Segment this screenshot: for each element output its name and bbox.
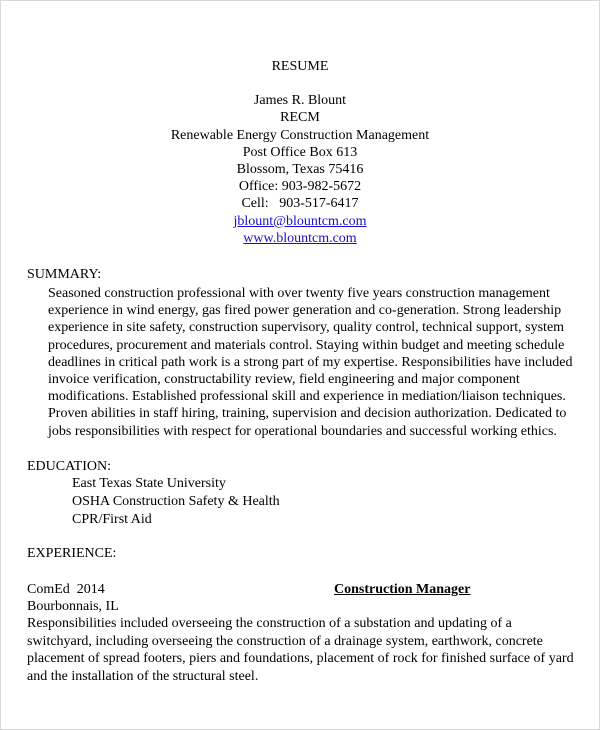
experience-heading: EXPERIENCE: [27,546,117,561]
summary-line: jobs responsibilities with respect for operational boundaries and successful working ethics. [48,423,557,439]
job-description-line: switchyard, including overseeing the construction of a drainage system, earthwork, concrete [27,633,543,649]
job-description-line: Responsibilities included overseeing the construction of a substation and updating of a [27,616,512,631]
resume-title: RESUME [271,59,329,74]
address-line-2: Blossom, Texas 75416 [236,162,364,178]
job-title: Construction Manager [334,582,471,597]
education-heading: EDUCATION: [27,459,111,474]
summary-line: modifications. Established professional skill and experience in mediation/liaison techniques. [48,389,566,405]
summary-line: experience in site safety, construction supervisory, quality control, technical support, system [48,320,565,336]
website-link[interactable]: www.blountcm.com [243,230,357,246]
resume-header [0,58,600,247]
applicant-name: James R. Blount [253,93,347,109]
summary-line: deadlines in critical path work is a strong part of my expertise. Responsibilities have included [48,354,573,370]
job-description [27,615,587,685]
education-item: East Texas State University [72,476,226,491]
education-list [72,475,280,529]
job-description-line: and the installation of the structural steel. [27,668,259,684]
address-line-1: Post Office Box 613 [242,144,358,160]
summary-line: Seasoned construction professional with over twenty five years construction management [48,286,550,301]
summary-heading: SUMMARY: [27,267,102,282]
summary-line: procedures, procurement and materials control. Staying within budget and meeting schedule [48,337,565,353]
job-location: Bourbonnais, IL [27,599,119,614]
job-company: ComEd 2014 [27,582,105,597]
education-item: CPR/First Aid [72,512,152,527]
job-description-line: placement of spread footers, piers and foundations, placement of rock for finished surface of yard [27,651,574,667]
education-item: OSHA Construction Safety & Health [72,494,280,509]
summary-line: Proven abilities in staff hiring, training, supervision and decision authorization. Dedicated to [48,406,567,422]
email-link[interactable]: jblount@blountcm.com [233,213,367,229]
company-name: Renewable Energy Construction Management [170,127,430,143]
summary-paragraph [48,285,578,440]
credential: RECM [280,110,320,126]
office-phone: Office: 903-982-5672 [238,179,362,195]
summary-line: invoice verification, constructability review, field engineering and major component [48,372,520,388]
cell-phone: Cell: 903-517-6417 [241,196,359,212]
summary-line: experience in wind energy, gas fired power generation and co-generation. Strong leadership [48,303,562,319]
